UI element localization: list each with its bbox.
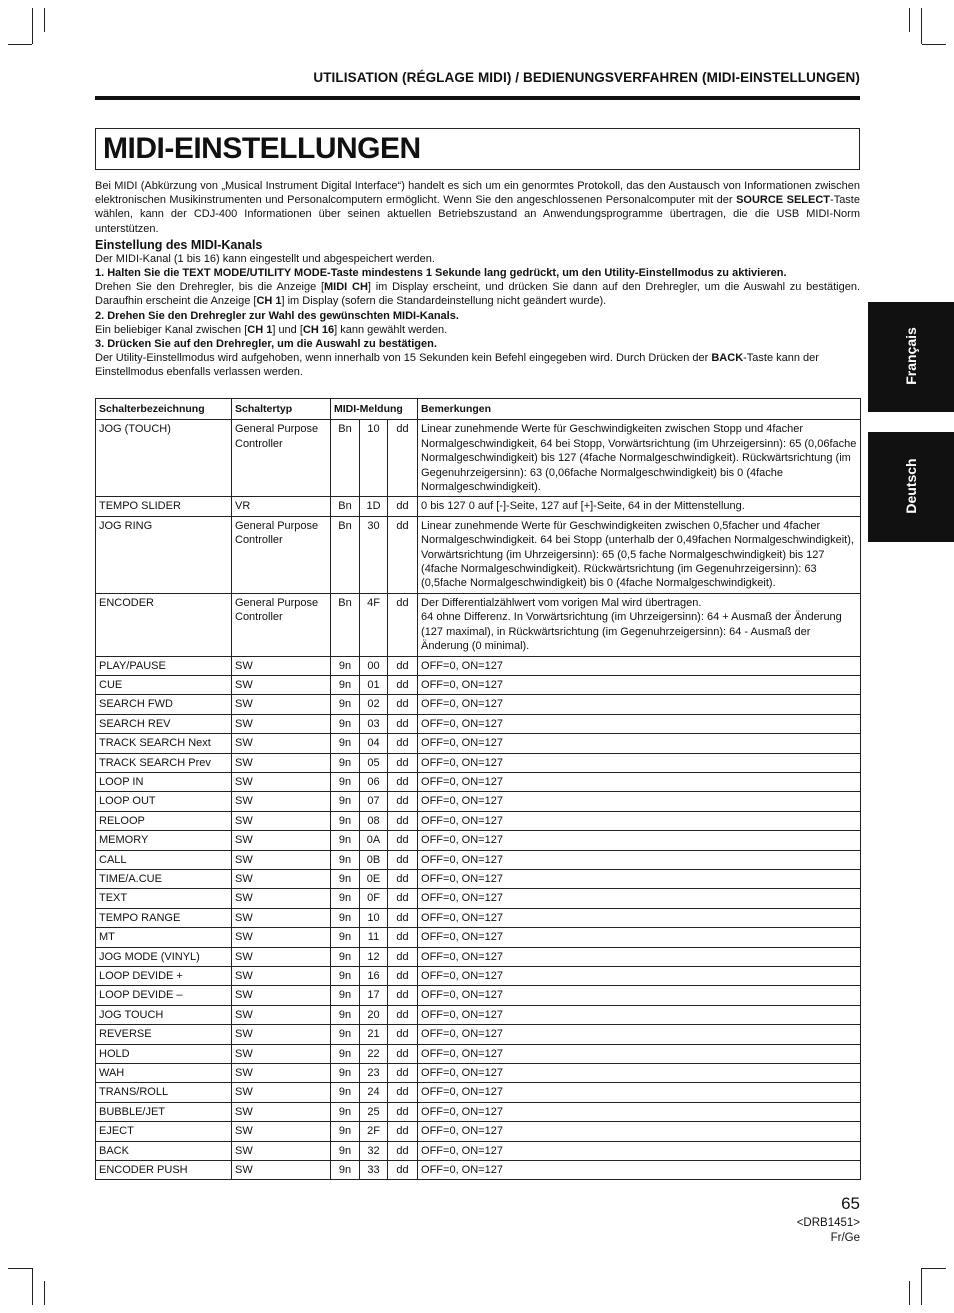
crop-mark: [909, 8, 910, 32]
cell-midi-data: dd: [388, 792, 418, 811]
table-row: [96, 1102, 861, 1121]
table-row: [96, 986, 861, 1005]
crop-mark: [32, 8, 33, 44]
cell-midi-number: 12: [360, 947, 388, 966]
cell-midi-data: dd: [388, 753, 418, 772]
doc-code-id: <DRB1451>: [796, 1217, 860, 1229]
table-row: [96, 497, 861, 516]
table-row: [96, 695, 861, 714]
table-row: [96, 593, 861, 656]
cell-type: SW: [232, 811, 331, 830]
table-row: [96, 811, 861, 830]
title-box: [95, 128, 860, 170]
cell-type: SW: [232, 1102, 331, 1121]
cell-midi-number: 05: [360, 753, 388, 772]
crop-mark: [922, 1268, 946, 1269]
table-row: [96, 1083, 861, 1102]
cell-remark: OFF=0, ON=127: [418, 753, 861, 772]
cell-type: SW: [232, 831, 331, 850]
cell-midi-status: 9n: [331, 908, 360, 927]
cell-midi-data: dd: [388, 1083, 418, 1102]
step1-text: [95, 280, 860, 308]
cell-midi-data: dd: [388, 497, 418, 516]
cell-midi-data: dd: [388, 1161, 418, 1180]
cell-type: General Purpose Controller: [232, 593, 331, 656]
cell-type: SW: [232, 1064, 331, 1083]
cell-midi-number: 1D: [360, 497, 388, 516]
cell-name: CUE: [96, 675, 232, 694]
cell-midi-data: dd: [388, 869, 418, 888]
intro-text: -Taste wählen, kann der CDJ-400 Informationen über seinen aktuellen Betriebszustand an Anwendungsprogramme übertragen, die die USB MIDI-Norm unterstützen.: [95, 194, 860, 235]
cell-midi-data: dd: [388, 928, 418, 947]
cell-midi-data: dd: [388, 1064, 418, 1083]
cell-midi-status: Bn: [331, 497, 360, 516]
cell-name: TRACK SEARCH Prev: [96, 753, 232, 772]
table-row: [96, 792, 861, 811]
cell-midi-number: 24: [360, 1083, 388, 1102]
cell-midi-data: dd: [388, 986, 418, 1005]
intro-paragraph: [95, 179, 860, 236]
cell-remark: OFF=0, ON=127: [418, 850, 861, 869]
table-row: [96, 967, 861, 986]
cell-midi-number: 10: [360, 420, 388, 497]
cell-remark: OFF=0, ON=127: [418, 811, 861, 830]
cell-midi-number: 25: [360, 1102, 388, 1121]
cell-midi-number: 0B: [360, 850, 388, 869]
cell-midi-status: 9n: [331, 1161, 360, 1180]
cell-midi-data: dd: [388, 967, 418, 986]
cell-name: BUBBLE/JET: [96, 1102, 232, 1121]
cell-name: TEXT: [96, 889, 232, 908]
cell-name: JOG RING: [96, 516, 232, 593]
cell-midi-data: dd: [388, 1122, 418, 1141]
cell-midi-status: 9n: [331, 947, 360, 966]
cell-name: BACK: [96, 1141, 232, 1160]
cell-name: JOG TOUCH: [96, 1005, 232, 1024]
crop-mark: [909, 1281, 910, 1305]
step1-text-b: MIDI CH: [324, 281, 368, 294]
cell-name: CALL: [96, 850, 232, 869]
cell-midi-number: 30: [360, 516, 388, 593]
cell-midi-number: 0E: [360, 869, 388, 888]
cell-type: SW: [232, 675, 331, 694]
cell-remark: OFF=0, ON=127: [418, 986, 861, 1005]
column-header: MIDI-Meldung: [331, 399, 418, 420]
cell-remark: OFF=0, ON=127: [418, 656, 861, 675]
cell-midi-status: 9n: [331, 1102, 360, 1121]
cell-midi-number: 00: [360, 656, 388, 675]
cell-midi-number: 04: [360, 734, 388, 753]
cell-remark: OFF=0, ON=127: [418, 1044, 861, 1063]
column-header: Schalterbezeichnung: [96, 399, 232, 420]
cell-midi-number: 32: [360, 1141, 388, 1160]
cell-name: SEARCH FWD: [96, 695, 232, 714]
table-row: [96, 1044, 861, 1063]
cell-name: LOOP DEVIDE –: [96, 986, 232, 1005]
cell-midi-number: 2F: [360, 1122, 388, 1141]
step2-text-c: ] und [: [272, 323, 303, 336]
cell-name: REVERSE: [96, 1025, 232, 1044]
crop-mark: [921, 1268, 922, 1305]
cell-midi-status: 9n: [331, 1141, 360, 1160]
cell-remark: OFF=0, ON=127: [418, 1102, 861, 1121]
cell-type: SW: [232, 1141, 331, 1160]
channel-heading: Einstellung des MIDI-Kanals: [95, 237, 263, 252]
cell-midi-number: 0F: [360, 889, 388, 908]
step2-text-b: CH 1: [247, 323, 273, 336]
cell-midi-status: 9n: [331, 1025, 360, 1044]
cell-type: SW: [232, 734, 331, 753]
cell-type: SW: [232, 656, 331, 675]
cell-midi-status: 9n: [331, 1044, 360, 1063]
cell-type: SW: [232, 695, 331, 714]
cell-type: SW: [232, 986, 331, 1005]
cell-midi-number: 23: [360, 1064, 388, 1083]
cell-midi-status: 9n: [331, 772, 360, 791]
cell-midi-status: 9n: [331, 869, 360, 888]
cell-remark: OFF=0, ON=127: [418, 734, 861, 753]
cell-type: SW: [232, 1122, 331, 1141]
table-row: [96, 869, 861, 888]
cell-type: SW: [232, 947, 331, 966]
table-row: [96, 714, 861, 733]
section-header: UTILISATION (RÉGLAGE MIDI) / BEDIENUNGSVERFAHREN (MIDI-EINSTELLUNGEN): [313, 70, 860, 85]
cell-midi-data: dd: [388, 420, 418, 497]
column-header: Schaltertyp: [232, 399, 331, 420]
cell-midi-data: dd: [388, 889, 418, 908]
cell-name: JOG MODE (VINYL): [96, 947, 232, 966]
cell-midi-status: 9n: [331, 928, 360, 947]
cell-remark: OFF=0, ON=127: [418, 967, 861, 986]
cell-midi-data: dd: [388, 516, 418, 593]
cell-type: SW: [232, 850, 331, 869]
step1-text-a: Drehen Sie den Drehregler, bis die Anzeige [: [95, 281, 325, 294]
cell-remark: OFF=0, ON=127: [418, 831, 861, 850]
table-row: [96, 889, 861, 908]
cell-name: MEMORY: [96, 831, 232, 850]
table-row: [96, 420, 861, 497]
cell-remark: OFF=0, ON=127: [418, 1025, 861, 1044]
step2-text: [95, 323, 860, 337]
step1-text-d: CH 1: [256, 295, 282, 308]
cell-midi-status: 9n: [331, 734, 360, 753]
cell-name: TRANS/ROLL: [96, 1083, 232, 1102]
doc-code: [740, 1216, 860, 1246]
cell-type: SW: [232, 1083, 331, 1102]
header-rule: [95, 96, 860, 100]
step1-text-e: ] im Display (sofern die Standardeinstellung nicht geändert wurde).: [281, 295, 607, 308]
cell-midi-status: 9n: [331, 1005, 360, 1024]
cell-midi-data: dd: [388, 772, 418, 791]
cell-midi-status: 9n: [331, 1083, 360, 1102]
cell-remark: OFF=0, ON=127: [418, 1005, 861, 1024]
cell-name: TRACK SEARCH Next: [96, 734, 232, 753]
cell-name: LOOP DEVIDE +: [96, 967, 232, 986]
table-row: [96, 1025, 861, 1044]
page-title: MIDI-EINSTELLUNGEN: [103, 132, 421, 165]
intro-bold: SOURCE SELECT: [736, 194, 831, 207]
crop-mark: [8, 1268, 32, 1269]
cell-midi-number: 08: [360, 811, 388, 830]
step2-text-e: ] kann gewählt werden.: [334, 323, 448, 336]
cell-midi-status: 9n: [331, 675, 360, 694]
cell-midi-number: 20: [360, 1005, 388, 1024]
cell-type: SW: [232, 714, 331, 733]
table-row: [96, 1141, 861, 1160]
intro-text: Bei MIDI (Abkürzung von „Musical Instrument Digital Interface“) handelt es sich um ein genormtes Protokoll, das den Austausch von Informationen zwischen elektronischen Musikinstrumenten und Personalcomputern ermöglicht. Wenn Sie den angeschlossenen Personalcomputer mit der: [95, 180, 860, 207]
cell-type: SW: [232, 1044, 331, 1063]
table-row: [96, 753, 861, 772]
cell-midi-data: dd: [388, 593, 418, 656]
cell-midi-status: 9n: [331, 811, 360, 830]
table-row: [96, 516, 861, 593]
cell-midi-status: 9n: [331, 831, 360, 850]
cell-midi-data: dd: [388, 850, 418, 869]
cell-name: ENCODER PUSH: [96, 1161, 232, 1180]
table-row: [96, 656, 861, 675]
cell-name: TEMPO SLIDER: [96, 497, 232, 516]
cell-remark: OFF=0, ON=127: [418, 1141, 861, 1160]
side-tab-francais-label: Français: [903, 327, 919, 385]
table-header-row: [96, 399, 861, 420]
table-row: [96, 1161, 861, 1180]
cell-name: TEMPO RANGE: [96, 908, 232, 927]
cell-type: SW: [232, 908, 331, 927]
table-row: [96, 734, 861, 753]
cell-name: LOOP OUT: [96, 792, 232, 811]
cell-midi-data: dd: [388, 734, 418, 753]
cell-remark: OFF=0, ON=127: [418, 1083, 861, 1102]
column-header: Bemerkungen: [418, 399, 861, 420]
cell-midi-number: 22: [360, 1044, 388, 1063]
page-number: 65: [841, 1194, 860, 1213]
cell-midi-number: 33: [360, 1161, 388, 1180]
cell-midi-status: 9n: [331, 695, 360, 714]
cell-midi-status: 9n: [331, 889, 360, 908]
table-row: [96, 1064, 861, 1083]
step3-title: 3. Drücken Sie auf den Drehregler, um die Auswahl zu bestätigen.: [95, 338, 437, 351]
channel-note: Der MIDI-Kanal (1 bis 16) kann eingestellt und abgespeichert werden.: [95, 252, 435, 265]
cell-name: EJECT: [96, 1122, 232, 1141]
cell-remark: OFF=0, ON=127: [418, 869, 861, 888]
cell-type: SW: [232, 869, 331, 888]
cell-type: SW: [232, 1161, 331, 1180]
cell-remark: OFF=0, ON=127: [418, 772, 861, 791]
cell-midi-number: 16: [360, 967, 388, 986]
cell-midi-status: 9n: [331, 967, 360, 986]
cell-midi-number: 01: [360, 675, 388, 694]
cell-midi-data: dd: [388, 1005, 418, 1024]
crop-mark: [8, 44, 32, 45]
cell-type: SW: [232, 967, 331, 986]
cell-midi-status: 9n: [331, 714, 360, 733]
step2-text-d: CH 16: [302, 323, 335, 336]
table-row: [96, 675, 861, 694]
side-tab-francais: [868, 302, 954, 412]
cell-name: TIME/A.CUE: [96, 869, 232, 888]
cell-remark: OFF=0, ON=127: [418, 908, 861, 927]
cell-type: VR: [232, 497, 331, 516]
crop-mark: [921, 8, 922, 44]
step2-title: 2. Drehen Sie den Drehregler zur Wahl des gewünschten MIDI-Kanals.: [95, 309, 459, 322]
cell-midi-data: dd: [388, 1102, 418, 1121]
cell-remark: OFF=0, ON=127: [418, 1161, 861, 1180]
doc-code-lang: Fr/Ge: [830, 1232, 860, 1244]
crop-mark: [44, 8, 45, 32]
cell-name: PLAY/PAUSE: [96, 656, 232, 675]
cell-midi-status: Bn: [331, 420, 360, 497]
cell-type: General Purpose Controller: [232, 420, 331, 497]
cell-midi-status: 9n: [331, 986, 360, 1005]
cell-midi-data: dd: [388, 675, 418, 694]
cell-type: SW: [232, 889, 331, 908]
cell-midi-status: 9n: [331, 850, 360, 869]
cell-midi-data: dd: [388, 656, 418, 675]
cell-midi-number: 4F: [360, 593, 388, 656]
side-tab-deutsch: [868, 432, 954, 542]
cell-midi-status: Bn: [331, 593, 360, 656]
cell-midi-data: dd: [388, 1025, 418, 1044]
table-body: [96, 420, 861, 1180]
table-row: [96, 1122, 861, 1141]
crop-mark: [32, 1268, 33, 1305]
cell-midi-number: 10: [360, 908, 388, 927]
cell-remark: OFF=0, ON=127: [418, 675, 861, 694]
cell-midi-number: 06: [360, 772, 388, 791]
cell-type: SW: [232, 772, 331, 791]
cell-midi-status: 9n: [331, 753, 360, 772]
step3-text-b: BACK: [711, 352, 744, 365]
cell-midi-status: 9n: [331, 1064, 360, 1083]
cell-midi-data: dd: [388, 714, 418, 733]
cell-midi-number: 17: [360, 986, 388, 1005]
cell-midi-data: dd: [388, 1044, 418, 1063]
step1-title: 1. Halten Sie die TEXT MODE/UTILITY MODE-Taste mindestens 1 Sekunde lang gedrückt, um den Utility-Einstellmodus zu aktivieren.: [95, 267, 787, 280]
crop-mark: [922, 44, 946, 45]
cell-type: SW: [232, 792, 331, 811]
step2-text-a: Ein beliebiger Kanal zwischen [: [95, 323, 248, 336]
cell-remark: 0 bis 127 0 auf [-]-Seite, 127 auf [+]-Seite, 64 in der Mittenstellung.: [418, 497, 861, 516]
table-row: [96, 947, 861, 966]
midi-table: [95, 398, 861, 1180]
cell-remark: Der Differentialzählwert vom vorigen Mal wird übertragen. 64 ohne Differenz. In Vorwärtsrichtung (im Uhrzeigersinn): 64 + Ausmaß der Änderung (127 maximal), in Rückwärtsrichtung (im Gegenuhrzeigersinn): 64 - Ausmaß der Änderung (0 minimal).: [418, 593, 861, 656]
cell-midi-number: 03: [360, 714, 388, 733]
step3-text-a: Der Utility-Einstellmodus wird aufgehoben, wenn innerhalb von 15 Sekunden kein Befehl eingegeben wird. Durch Drücken der: [95, 352, 712, 365]
step1-text-c: ] im Display erscheint, und drücken Sie dann auf den Drehregler, um die Auswahl zu bestätigen. Daraufhin erscheint die Anzeige [: [95, 281, 861, 308]
table-row: [96, 831, 861, 850]
cell-midi-status: 9n: [331, 656, 360, 675]
cell-name: LOOP IN: [96, 772, 232, 791]
cell-midi-data: dd: [388, 695, 418, 714]
cell-midi-number: 02: [360, 695, 388, 714]
cell-midi-data: dd: [388, 1141, 418, 1160]
cell-remark: Linear zunehmende Werte für Geschwindigkeiten zwischen Stopp und 4facher Normalgeschwindigkeit, 64 bei Stopp, Vorwärtsrichtung (im Uhrzeigersinn): 65 (0,06fache Normalgeschwindigkeit) bis 127 (4fache Normalgeschwindigkeit). Rückwärtsrichtung (im Gegenuhrzeigersinn): 63 (0,06fache Normalgeschwindigkeit) bis 0 (4fache Normalgeschwindigkeit).: [418, 420, 861, 497]
body-text: [95, 179, 860, 380]
table-row: [96, 772, 861, 791]
table-row: [96, 850, 861, 869]
cell-name: WAH: [96, 1064, 232, 1083]
cell-midi-data: dd: [388, 947, 418, 966]
cell-name: RELOOP: [96, 811, 232, 830]
cell-midi-status: 9n: [331, 1122, 360, 1141]
table-row: [96, 908, 861, 927]
cell-midi-number: 11: [360, 928, 388, 947]
cell-remark: OFF=0, ON=127: [418, 695, 861, 714]
cell-type: General Purpose Controller: [232, 516, 331, 593]
cell-type: SW: [232, 753, 331, 772]
cell-type: SW: [232, 1005, 331, 1024]
cell-midi-number: 21: [360, 1025, 388, 1044]
cell-type: SW: [232, 928, 331, 947]
crop-mark: [44, 1281, 45, 1305]
table-row: [96, 1005, 861, 1024]
cell-midi-data: dd: [388, 908, 418, 927]
cell-name: HOLD: [96, 1044, 232, 1063]
cell-name: MT: [96, 928, 232, 947]
cell-remark: OFF=0, ON=127: [418, 947, 861, 966]
table-row: [96, 928, 861, 947]
cell-remark: OFF=0, ON=127: [418, 792, 861, 811]
step3-text-c: -Taste kann der Einstellmodus ebenfalls verlassen werden.: [95, 352, 819, 379]
cell-midi-number: 07: [360, 792, 388, 811]
cell-remark: OFF=0, ON=127: [418, 928, 861, 947]
cell-midi-data: dd: [388, 811, 418, 830]
cell-name: ENCODER: [96, 593, 232, 656]
cell-type: SW: [232, 1025, 331, 1044]
cell-remark: OFF=0, ON=127: [418, 889, 861, 908]
side-tab-deutsch-label: Deutsch: [903, 458, 919, 514]
cell-remark: OFF=0, ON=127: [418, 714, 861, 733]
cell-midi-status: Bn: [331, 516, 360, 593]
cell-remark: OFF=0, ON=127: [418, 1122, 861, 1141]
cell-midi-status: 9n: [331, 792, 360, 811]
cell-name: JOG (TOUCH): [96, 420, 232, 497]
step3-text: [95, 351, 860, 379]
cell-name: SEARCH REV: [96, 714, 232, 733]
cell-remark: Linear zunehmende Werte für Geschwindigkeiten zwischen 0,5facher und 4facher Normalgeschwindigkeit. 64 bei Stopp (unterhalb der 0,49fachen Normalgeschwindigkeit), Vorwärtsrichtung (im Uhrzeigersinn): 65 (0,5 fache Normalgeschwindigkeit) bis 127 (4fache Normalgeschwindigkeit). Rückwärtsrichtung (im Gegenuhrzeigersinn): 63 (0,5fache Normalgeschwindigkeit) bis 0 (4fache Normalgeschwindigkeit).: [418, 516, 861, 593]
cell-remark: OFF=0, ON=127: [418, 1064, 861, 1083]
cell-midi-number: 0A: [360, 831, 388, 850]
cell-midi-data: dd: [388, 831, 418, 850]
